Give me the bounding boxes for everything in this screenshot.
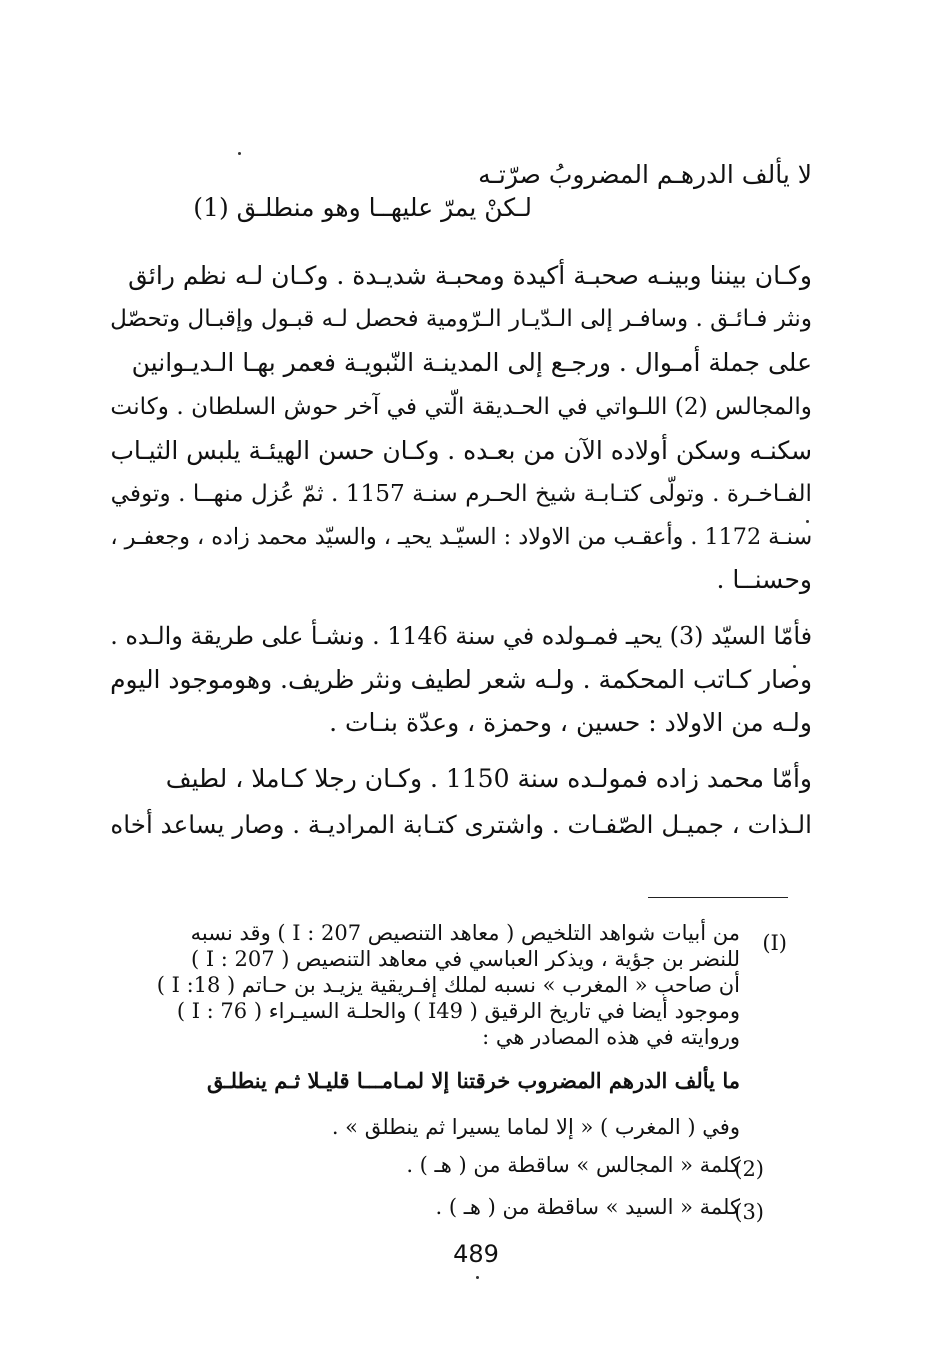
footnote-1-variant: وفي ( المغرب ) « إلا لماما يسيرا ثم ينطلق » . — [331, 1115, 740, 1139]
paragraph-1-line: والمجالس (2) اللـواتي في الحـديقة الّتي في آخر حوش السلطان . وكانت — [110, 393, 812, 420]
paragraph-1-line: وحسنــا . — [716, 565, 812, 594]
page-number: 489 — [453, 1240, 499, 1268]
paragraph-1-line: وكـان بيننا وبينـه صحبـة أكيدة ومحبـة شديـدة . وكـان لـه نظم رائق — [128, 261, 812, 290]
paragraph-2-line: ولـه من الاولاد : حسين ، وحمزة ، وعدّة بنـات . — [329, 708, 812, 737]
footnote-1-line: للنضر بن جؤية ، ويذكر العباسي في معاهد التنصيص ( I : 207 ) — [190, 947, 740, 971]
paragraph-3-line: الـذات ، جميـل الصّفـات . واشترى كتـابة المراديـة . وصار يساعد أخاه — [110, 810, 812, 839]
scan-speck — [476, 1276, 479, 1279]
footnote-1-marker: (I) — [762, 931, 787, 955]
footnote-2-marker: (2) — [734, 1157, 764, 1181]
paragraph-1-line: سكنـه وسكن أولاده الآن من بعـده . وكـان حسن الهيئـة يلبس الثيـاب — [110, 436, 812, 465]
paragraph-1-line: سنـة 1172 . وأعقـب من الاولاد : السيّـد يحيـ ، والسيّد محمد زاده ، وجعفـر ، — [110, 524, 812, 550]
paragraph-2-line: وصار كـاتب المحكمة . ولـه شعر لطيف ونثر ظريف. وهوموجود اليوم — [110, 665, 812, 694]
footnote-1-line: وروايته في هذه المصادر هي : — [482, 1025, 740, 1049]
paragraph-1-line: على جملة أمـوال . ورجـع إلى المدينـة النّبويـة فعمر بهـا الـديـوانين — [131, 348, 812, 377]
scan-speck — [238, 152, 241, 155]
verse-line-2: لـكنْ يمرّ عليهــا وهو منطلـق (1) — [193, 193, 532, 222]
footnote-2-text: كلمة « المجالس » ساقطة من ( هـ ) . — [406, 1153, 740, 1177]
paragraph-1-line: الفـاخـرة . وتولّى كتـابـة شيخ الحـرم سنـة 1157 . ثمّ عُزل منهــا . وتوفي — [110, 480, 812, 507]
footnote-3-marker: (3) — [734, 1200, 764, 1224]
paragraph-2-line: فأمّا السيّد (3) يحيـ فمـولده في سنة 1146 . ونشـأ على طريقة والـده . — [110, 622, 812, 650]
footnote-1-verse: ما يألف الدرهم المضروب خرقتنا إلا لمـامـــا قليـلا ثـم ينطلـق — [206, 1068, 740, 1093]
footnote-1-line: وموجود أيضا في تاريخ الرقيق ( I49 ) والحلـة السيـراء ( I : 76 ) — [176, 999, 740, 1023]
footnote-1-line: من أبيات شواهد التلخيص ( معاهد التنصيص I : 207 ) وقد نسبه — [190, 921, 740, 945]
paragraph-3-line: وأمّا محمد زاده فمولـده سنة 1150 . وكـان رجلا كـاملا ، لطيف — [165, 764, 812, 793]
footnote-3-text: كلمة « السيد » ساقطة من ( هـ ) . — [435, 1195, 740, 1219]
paragraph-1-line: ونثر فـائـق . وسافـر إلى الـدّيـار الـرّومية فحصل لـه قبـول وإقبـال وتحصّل — [110, 306, 812, 332]
footnote-1-line: أن صاحب « المغرب » نسبه لملك إفـريقية يزيـد بن حـاتم ( I :18 ) — [156, 973, 740, 997]
verse-line-1: لا يألف الدرهـم المضروبُ صرّتـه — [478, 160, 812, 189]
footnote-separator — [648, 897, 788, 898]
